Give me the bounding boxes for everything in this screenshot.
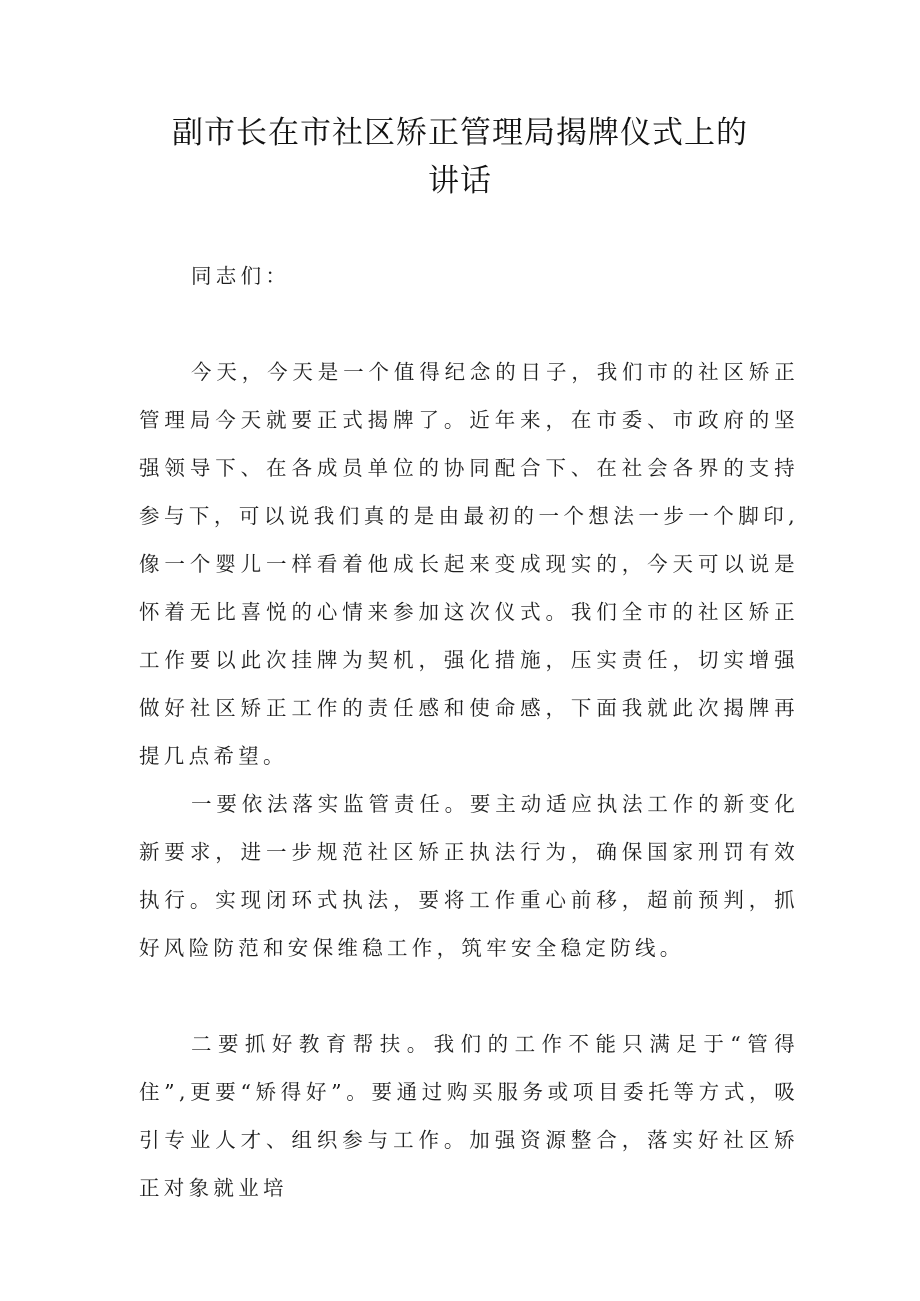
paragraph-supervision: 一要依法落实监管责任。要主动适应执法工作的新变化新要求，进一步规范社区矫正执法行为，确保国家刑罚有效执行。实现闭环式执法，要将工作重心前移，超前预判，抓好风险防范和安保维稳工作，筑牢安全稳定防线。: [139, 792, 799, 960]
document-title-line-1: 副市长在市社区矫正管理局揭牌仪式上的: [172, 115, 748, 151]
document-title-line-2: 讲话: [428, 163, 492, 199]
greeting: 同志们：: [191, 264, 291, 288]
paragraph-education: 二要抓好教育帮扶。我们的工作不能只满足于“管得住”,更要“矫得好”。要通过购买服务或项目委托等方式，吸引专业人才、组织参与工作。加强资源整合，落实好社区矫正对象就业培: [139, 1032, 799, 1200]
paragraph-opening: 今天，今天是一个值得纪念的日子，我们市的社区矫正管理局今天就要正式揭牌了。近年来，在市委、市政府的坚强领导下、在各成员单位的协同配合下、在社会各界的支持参与下，可以说我们真的是由最初的一个想法一步一个脚印,像一个婴儿一样看着他成长起来变成现实的，今天可以说是怀着无比喜悦的心情来参加这次仪式。我们全市的社区矫正工作要以此次挂牌为契机，强化措施，压实责任，切实增强做好社区矫正工作的责任感和使命感，下面我就此次揭牌再提几点希望。: [139, 360, 799, 768]
